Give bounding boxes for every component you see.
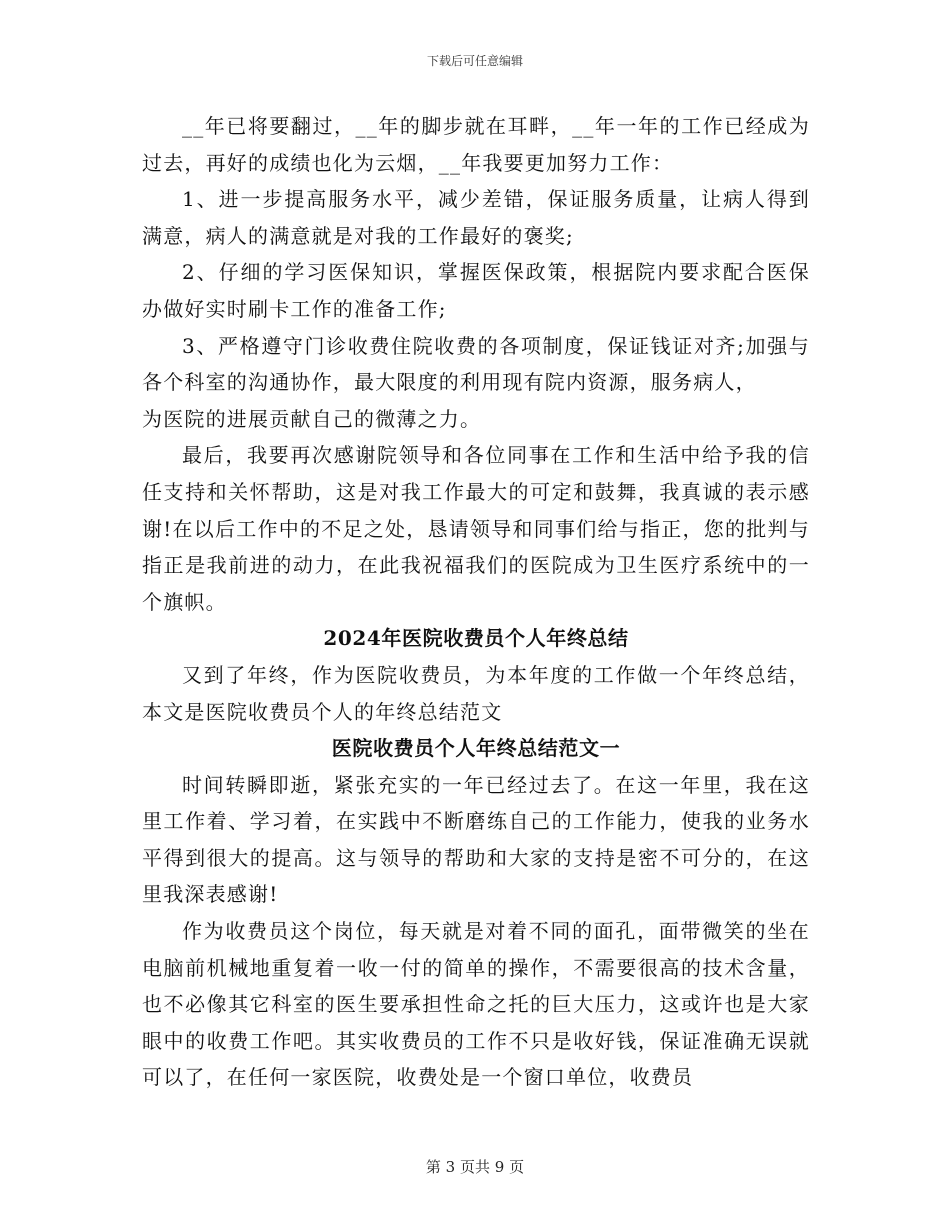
page-header: 下载后可任意编辑 — [426, 54, 523, 68]
subsection-title: 医院收费员个人年终总结范文一 — [331, 736, 621, 761]
section-title: 2024年医院收费员个人年终总结 — [323, 626, 629, 651]
page-footer: 第 3 页共 9 页 — [425, 1158, 525, 1176]
paragraph-goal-1: 1、进一步提高服务水平，减少差错，保证服务质量，让病人得到满意，病人的满意就是对我的工作最好的褒奖; — [142, 187, 810, 248]
paragraph-year-review: 时间转瞬即逝，紧张充实的一年已经过去了。在这一年里，我在这里工作着、学习着，在实践中不断磨练自己的工作能力，使我的业务水平得到很大的提高。这与领导的帮助和大家的支持是密不可分的，在这里我深表感谢! — [142, 772, 810, 907]
paragraph-goal-3: 3、严格遵守门诊收费住院收费的各项制度，保证钱证对齐;加强与各个科室的沟通协作，最大限度的利用现有院内资源，服务病人， 为医院的进展贡献自己的微薄之力。 — [142, 333, 810, 431]
paragraph-cashier-role: 作为收费员这个岗位，每天就是对着不同的面孔，面带微笑的坐在电脑前机械地重复着一收一付的简单的操作，不需要很高的技术含量，也不必像其它科室的医生要承担性命之托的巨大压力，这或许也是大家眼中的收费工作吧。其实收费员的工作不只是收好钱，保证准确无误就可以了，在任何一家医院，收费处是一个窗口单位，收费员 — [142, 919, 810, 1090]
paragraph-goal-2: 2、仔细的学习医保知识，掌握医保政策，根据院内要求配合医保办做好实时刷卡工作的准备工作; — [142, 260, 810, 321]
document-body — [142, 108, 810, 1096]
paragraph-intro: 又到了年终，作为医院收费员，为本年度的工作做一个年终总结，本文是医院收费员个人的年终总结范文 — [142, 662, 810, 724]
paragraph-thanks: 最后，我要再次感谢院领导和各位同事在工作和生活中给予我的信任支持和关怀帮助，这是对我工作最大的可定和鼓舞，我真诚的表示感谢!在以后工作中的不足之处，恳请领导和同事们给与指正，您的批判与指正是我前进的动力，在此我祝福我们的医院成为卫生医疗系统中的一个旗帜。 — [142, 443, 810, 614]
paragraph-year-outlook: __年已将要翻过，__年的脚步就在耳畔，__年一年的工作已经成为过去，再好的成绩也化为云烟，__年我要更加努力工作： — [142, 114, 810, 175]
